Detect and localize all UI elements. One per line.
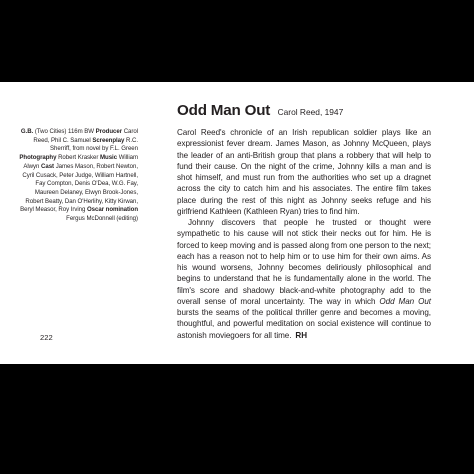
credit-producer-value: Carol Reed, Phil C. Samuel — [33, 128, 138, 144]
credit-producer-label: Producer — [95, 128, 123, 135]
credit-cast-value: James Mason, Robert Newton, Cyril Cusack, Peter Judge, William Hartnell, Fay Compton, Denis O'Dea, W.G. Fay, Maureen Delaney, Elwyn Brook-Jones, Robert Beatty, Dan O'Herlihy, Kitty Kirwan, Beryl Measor, Roy Irving — [20, 162, 138, 214]
review-paragraph-2-text-a: Johnny discovers that people he trusted or thought were sympathetic to his cause will not stick their necks out for him. He is forced to keep moving and is passed along from one person to the next; each has a reason not to help him or to use him for their own aims. As his wound worsens, Johnny becomes deliriously philosophical and begins to understand that he is fundamentally alone in the world. The film's score and shadowy black-and-white photography add to the overall sense of moral uncertainty. The way in which — [177, 218, 431, 306]
credit-photography-label: Photography — [19, 154, 57, 162]
author-initials: RH — [295, 330, 308, 340]
credits-sidebar — [16, 128, 138, 224]
credit-country-label: G.B. — [20, 128, 34, 135]
credit-country-value: (Two Cities) 116m BW — [34, 128, 95, 135]
page-number: 222 — [40, 333, 53, 342]
credit-music-label: Music — [100, 154, 118, 162]
review-film-title-italic: Odd Man Out — [379, 296, 432, 306]
credit-screenplay-value: R.C. Sherriff, from novel by F.L. Green — [50, 136, 138, 153]
credit-oscar-value: Fergus McDonnell (editing) — [66, 215, 138, 223]
book-page — [0, 82, 474, 364]
entry-heading — [177, 102, 343, 120]
review-paragraph-1: Carol Reed's chronicle of an Irish republican soldier plays like an expressionist fever dream. James Mason, as Johnny McQueen, plays the leader of an anti-British group that plans a robbery that will help to fund their cause. On the night of the crime, Johnny kills a man and is shot himself, and must run from the authorities who set up a dragnet across the city to catch him and his associates. The entire film takes place during the rest of this night as Johnny seeks refuge and his girlfriend Kathleen (Kathleen Ryan) tries to find him. — [177, 128, 431, 216]
review-paragraph-2 — [177, 217, 431, 341]
film-title: Odd Man Out — [177, 102, 271, 119]
credit-oscar-label: Oscar nomination — [86, 206, 138, 214]
credit-music-value: William Alwyn — [23, 154, 138, 170]
credit-photography-value: Robert Krasker — [58, 154, 99, 162]
review-paragraph-2-text-b: bursts the seams of the political thriller genre and becomes a moving, thoughtful, and powerful meditation on social existence will continue to astonish moviegoers for all time. — [177, 308, 431, 340]
film-byline: Carol Reed, 1947 — [277, 107, 344, 117]
review-text — [177, 127, 431, 341]
credit-cast-label: Cast — [41, 162, 55, 170]
credit-screenplay-label: Screenplay — [92, 136, 125, 144]
